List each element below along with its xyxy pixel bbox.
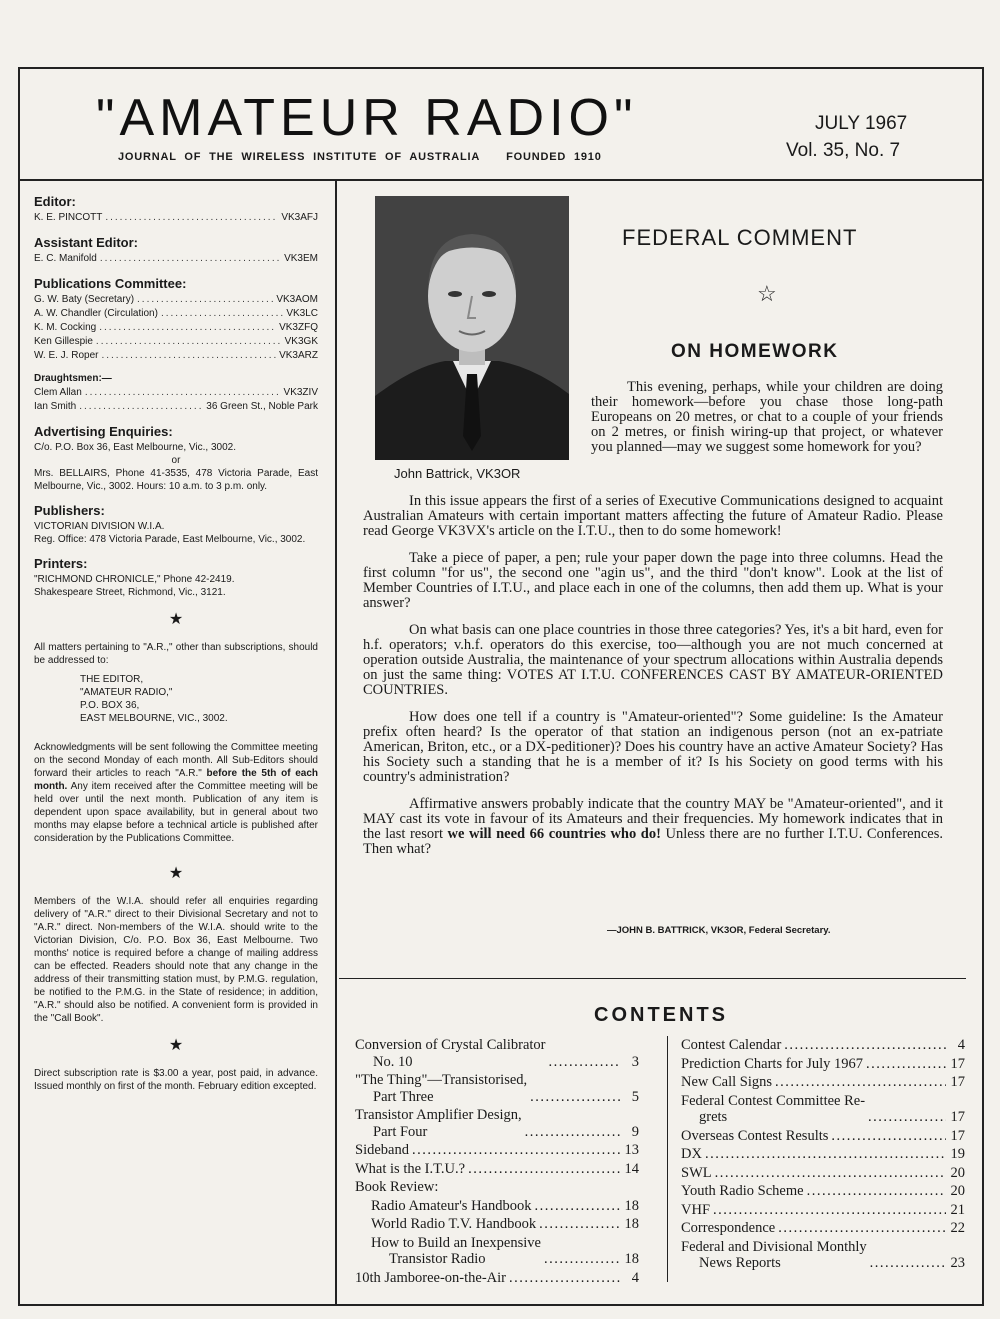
toc-title: Radio Amateur's Handbook [371,1197,532,1214]
toc-title: How to Build an Inexpensive [371,1234,541,1251]
staff-name: Ken Gillespie [34,336,93,347]
photo-caption: John Battrick, VK3OR [394,466,521,481]
toc-entry[interactable] [681,1239,965,1272]
section-title: FEDERAL COMMENT [622,225,858,250]
toc-title-cont: Part Three [373,1088,434,1105]
toc-title: Transistor Amplifier Design, [355,1107,522,1123]
star-icon: ★ [168,611,184,628]
toc-entry[interactable] [681,1202,965,1219]
toc-entry[interactable] [355,1198,639,1215]
staff-call: VK3AFJ [281,212,318,223]
toc-entry[interactable] [681,1128,965,1145]
toc-title: "The Thing"—Transistorised, [355,1072,528,1088]
toc-page: 18 [624,1251,639,1267]
printers-block [34,556,318,599]
toc-page: 14 [624,1160,639,1177]
masthead-title: "AMATEUR RADIO" [96,89,638,147]
toc-entry[interactable] [355,1235,639,1268]
contents-divider [339,978,966,979]
intro-paragraph: This evening, perhaps, while your children are doing their homework—before you chase those long-path Europeans on 20 metres, or chat to a couple of your friends on 2 metres, or finish wiring-up that project, or whatever you planned—may we suggest some homework for you? [591,379,943,455]
toc-entry[interactable] [681,1183,965,1200]
article-intro [591,380,943,455]
toc-title: Youth Radio Scheme [681,1183,804,1199]
members-notice: Members of the W.I.A. should refer all enquiries regarding delivery of "A.R." direct to their Divisional Secretary and not to "A.R." direct. Non-members of the W.I.A. should write to the Victorian Division, C/o. P.O. Box 36, East Melbourne. Two months' notice is required before a change of mailing address can be effected. Readers should note that any change in the address of their transmitting station must, by P.M.G. regulation, be notified to the P.M.G. in the State of residence; in addition, "A.R." should also be notified. A convenient form is provided in the "Call Book". [34,896,318,1024]
journal-subtitle: JOURNAL OF THE WIRELESS INSTITUTE OF AUSTRALIA [118,151,481,163]
staff-row [34,307,318,321]
toc-title: Sideband [355,1142,409,1158]
draughtsmen-heading: Draughtsmen:— [34,373,112,384]
publisher-office: Reg. Office: 478 Victoria Parade, East Melbourne, Vic., 3002. [34,534,306,545]
toc-title-cont: grets [699,1109,728,1125]
staff-address: 36 Green St., Noble Park [206,401,318,412]
toc-entry[interactable] [355,1142,639,1159]
staff-row [34,293,318,307]
toc-page: 21 [950,1201,965,1218]
p5-text-1: Affirmative answers probably indicate that the country MAY be "Amateur-oriented", and it MAY cast its vote in favour of its Amateurs and their frequencies. My homework indicates that in the last resort [363,796,943,842]
contents-column-divider [667,1036,668,1282]
toc-entry[interactable] [681,1093,965,1126]
toc-page: 17 [950,1109,965,1125]
ack-text-1: Acknowledgments will be sent following the Committee meeting on the second Monday of each month. All Sub-Editors should forward their articles to reach "A.R." [34,742,318,779]
toc-entry[interactable] [681,1074,965,1091]
p5-text-2: Unless there are no further I.T.U. Conferences. Then what? [363,826,943,857]
article-paragraph: Take a piece of paper, a pen; rule your paper down the page into three columns. Head the first column "for us", the second one "agin us", and the third "don't know". Look at the list of Member Countries of I.T.U., and place each in one of the columns, then add them up. What is your answer? [363,550,943,611]
toc-group-heading: Book Review: [355,1179,439,1195]
article-paragraph [363,797,943,857]
acknowledgments-notice [34,741,318,845]
staff-name: W. E. J. Roper [34,350,99,361]
portrait-photo [375,196,569,460]
staff-name: Ian Smith [34,401,77,412]
staff-name: K. E. PINCOTT [34,212,103,223]
assistant-editor-block [34,235,318,266]
toc-title-cont: Part Four [373,1123,428,1140]
ack-text-2: Any item received after the Committee meeting will be held over until the next month. Publication of any item is dependent upon space availability, but in general about two months may elapse before a technical article is published after consideration by the Publications Committee. [34,781,318,844]
toc-entry[interactable] [355,1072,639,1105]
staff-call: VK3ARZ [279,350,318,361]
toc-page: 3 [631,1053,639,1070]
contents-title: CONTENTS [594,1004,728,1026]
article-paragraph: On what basis can one place countries in those three categories? Yes, it's a bit hard, even for h.f. operators; v.h.f. operators do this exercise, too—although you are not much concerned at operation outside Australia, the maintenance of your spectrum allocations within Australia depends on just the same thing: VOTES AT I.T.U. CONFERENCES CAST BY AMATEUR-ORIENTED COUNTRIES. [363,622,943,698]
toc-page: 18 [624,1216,639,1232]
printer-name: "RICHMOND CHRONICLE," Phone 42-2419. [34,574,235,585]
star-icon: ★ [168,1037,184,1054]
toc-title: DX [681,1146,702,1162]
toc-title: Federal and Divisional Monthly [681,1238,867,1255]
printers-heading: Printers: [34,556,88,571]
toc-entry[interactable] [681,1220,965,1237]
issue-volume: Vol. 35, No. 7 [786,140,901,161]
publisher-name: VICTORIAN DIVISION W.I.A. [34,521,165,532]
ack-deadline: before the 5th of each month. [34,768,319,792]
issue-date: JULY 1967 [815,113,908,134]
toc-page: 20 [950,1164,965,1181]
portrait-image [375,196,569,460]
star-icon: ★ [168,865,184,882]
toc-entry[interactable] [681,1037,965,1054]
toc-title: What is the I.T.U.? [355,1160,466,1177]
toc-page: 19 [950,1146,965,1162]
staff-name: G. W. Baty (Secretary) [34,294,135,305]
staff-row [34,386,318,400]
staff-call: VK3AOM [276,294,318,305]
article-headline: ON HOMEWORK [671,341,839,362]
toc-title: SWL [681,1164,712,1181]
masthead-subtitle [118,151,602,163]
editor-block [34,194,318,225]
toc-page: 17 [950,1074,965,1090]
contents-left-column [355,1037,639,1288]
staff-row [34,211,318,225]
staff-name: K. M. Cocking [34,322,97,333]
address-line: THE EDITOR, [80,674,144,685]
toc-title-cont: Transistor Radio [389,1251,486,1267]
subscription-notice: Direct subscription rate is $3.00 a year, post paid, in advance. Issued monthly on first of the month. February edition excepted. [34,1068,318,1092]
publications-committee-block [34,276,318,363]
advertising-contact: Mrs. BELLAIRS, Phone 41-3535, 478 Victoria Parade, East Melbourne, Vic., 3002. Hours: 10 a.m. to 3 p.m. only. [34,468,318,492]
toc-title: World Radio T.V. Handbook [371,1216,537,1232]
advertising-address: C/o. P.O. Box 36, East Melbourne, Vic., 3002. [34,442,236,453]
toc-entry[interactable] [355,1161,639,1178]
toc-title: Prediction Charts for July 1967 [681,1055,864,1072]
star-outline-icon: ☆ [757,281,777,306]
toc-entry[interactable] [681,1146,965,1163]
staff-row [34,349,318,363]
address-line: EAST MELBOURNE, VIC., 3002. [80,713,228,724]
toc-entry[interactable] [355,1270,639,1287]
staff-name: Clem Allan [34,387,82,398]
advertising-block [34,424,318,493]
toc-title: Overseas Contest Results [681,1127,829,1144]
founded-year: FOUNDED 1910 [506,151,602,163]
article-paragraph: How does one tell if a country is "Amateur-oriented"? Some guideline: Is the Amateur prefix often heard? Is the operator of that station an indigenous person (not an ex-patriate American, Briton, etc., or a DX-peditioner)? Does his country have an active Amateur Society? Has his Society such a standing that he is a member of it? Is his Society on good terms with his country's administration? [363,709,943,785]
staff-call: VK3ZIV [283,387,318,398]
toc-page: 23 [950,1255,965,1271]
toc-entry[interactable] [681,1056,965,1073]
toc-entry[interactable] [355,1107,639,1140]
editor-address [34,673,318,725]
toc-page: 4 [631,1269,639,1286]
staff-row [34,400,318,414]
staff-call: VK3GK [284,336,318,347]
staff-row [34,335,318,349]
p5-bold: we will need 66 countries who do! [447,826,661,842]
toc-entry[interactable] [355,1216,639,1233]
toc-title-cont: News Reports [699,1255,781,1271]
toc-title-cont: No. 10 [373,1053,413,1070]
staff-name: E. C. Manifold [34,253,97,264]
editor-notice: All matters pertaining to "A.R.," other than subscriptions, should be addressed to: [34,642,318,666]
advertising-or: or [171,455,181,466]
assistant-editor-heading: Assistant Editor: [34,235,139,250]
toc-page: 17 [950,1127,965,1144]
toc-page: 20 [950,1183,965,1199]
address-line: P.O. BOX 36, [80,700,140,711]
toc-title: VHF [681,1201,711,1218]
editor-heading: Editor: [34,194,76,209]
contents-right-column [681,1037,965,1274]
toc-title: 10th Jamboree-on-the-Air [355,1269,506,1286]
advertising-heading: Advertising Enquiries: [34,424,173,439]
publishers-heading: Publishers: [34,503,105,518]
toc-entry[interactable] [355,1037,639,1070]
draughtsmen-block [34,373,318,414]
staff-sidebar [34,194,318,1093]
toc-page: 5 [631,1088,639,1105]
printer-address: Shakespeare Street, Richmond, Vic., 3121. [34,587,226,598]
article-signature: —JOHN B. BATTRICK, VK3OR, Federal Secretary. [607,925,831,936]
masthead-divider [20,179,982,181]
toc-title: Correspondence [681,1220,776,1236]
toc-page: 22 [950,1220,965,1236]
toc-page: 9 [631,1123,639,1140]
toc-title: Federal Contest Committee Re- [681,1092,866,1109]
staff-name: A. W. Chandler (Circulation) [34,308,158,319]
article-paragraph: In this issue appears the first of a series of Executive Communications designed to acquaint Australian Amateurs with certain important matters affecting the future of Amateur Radio. Please read George VK3VX's article on the I.T.U., then to do some homework! [363,493,943,539]
toc-page: 4 [957,1037,965,1053]
staff-row [34,252,318,266]
toc-entry[interactable] [681,1165,965,1182]
staff-call: VK3ZFQ [279,322,318,333]
toc-title: New Call Signs [681,1074,773,1090]
address-line: "AMATEUR RADIO," [80,687,173,698]
article-body [363,494,943,869]
staff-call: VK3EM [284,253,318,264]
staff-row [34,321,318,335]
staff-call: VK3LC [286,308,318,319]
toc-page: 13 [624,1142,639,1158]
publications-committee-heading: Publications Committee: [34,276,187,291]
toc-page: 18 [624,1197,639,1214]
toc-page: 17 [950,1055,965,1072]
toc-title: Conversion of Crystal Calibrator [355,1037,546,1053]
toc-title: Contest Calendar [681,1037,782,1053]
column-divider [335,180,337,1306]
publishers-block [34,503,318,546]
